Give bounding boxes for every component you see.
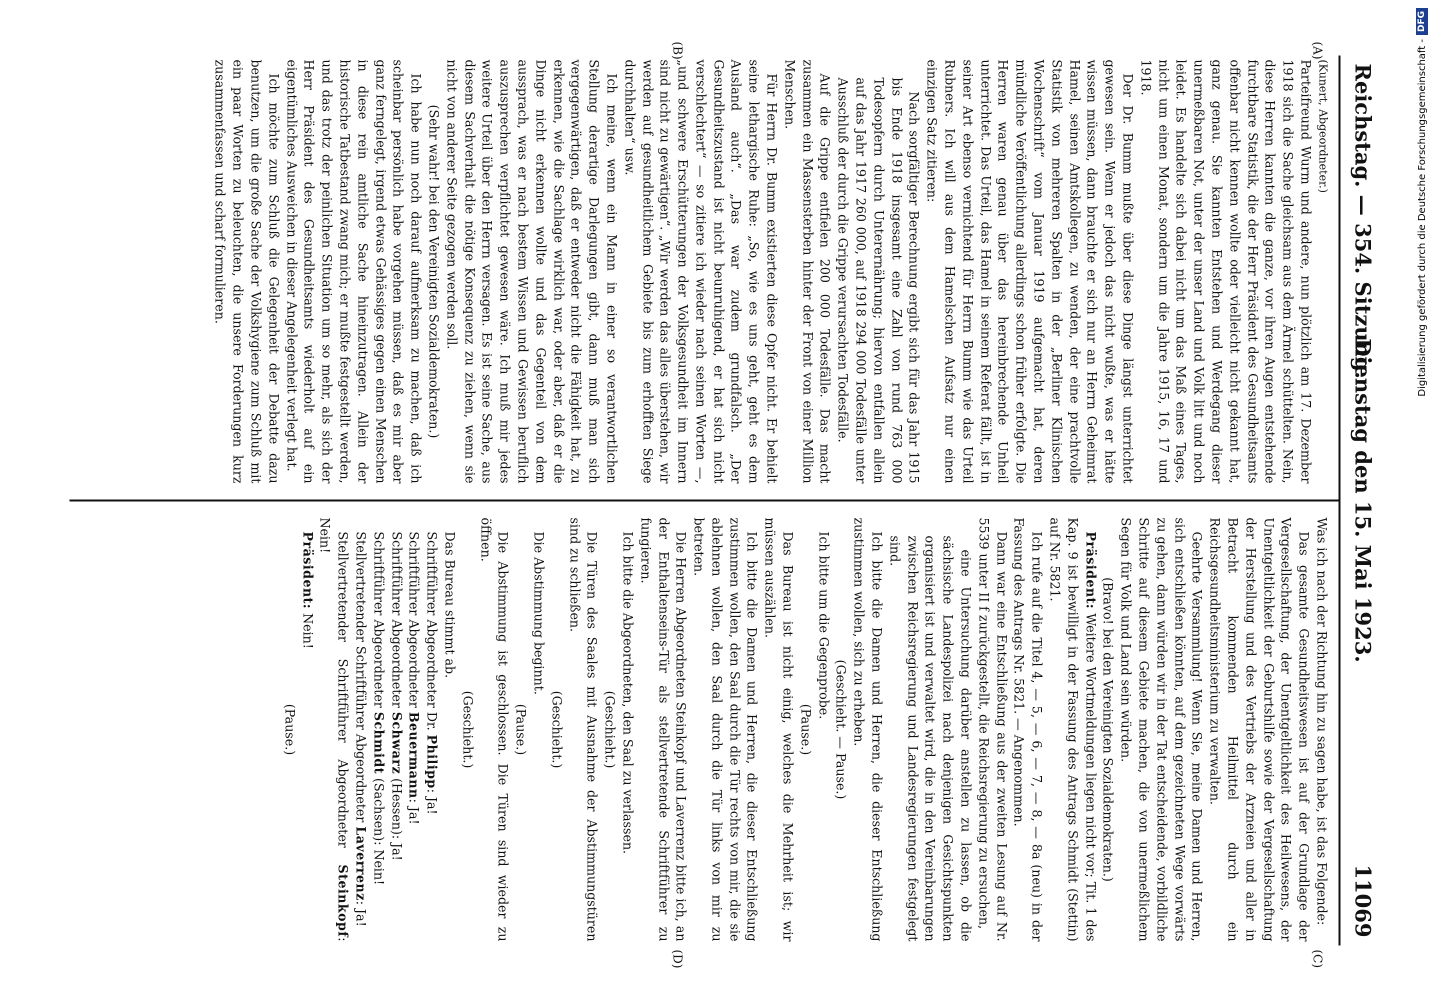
- paragraph: Geehrte Versammlung! Wenn Sie, meine Damen und Herren, sich entschließen könnten, auf dem gezeichneten Wege vorwärts zu gehen, dann würden wir in der Tat entscheidende, vorbildliche Schritte auf diesem Gebiete machen, die von unermeßlichem Segen für Volk und Land sein würden.: [1118, 517, 1205, 942]
- vote-line: [352, 518, 370, 942]
- interjection: (Pause.): [798, 703, 814, 756]
- margin-mark-b: (B): [670, 41, 685, 60]
- paragraph: Der Dr. Bumm mußte über diese Dinge längst unterrichtet gewesen sein. Wenn er jedoch das nicht wußte, was er hätte wissen müssen, dann brauchte er sich nur an Herrn Geheimrat Hamel, seinen Amtskollegen, zu wenden, der eine prachtvolle Statistik von mehreren Spalten in der „Berliner Klinischen Wochenschrift“ vom Januar 1919 aufgemacht hat, deren mündliche Veröffentlichung allerdings schon früher erfolgte. Die Herren waren genau über das hereinbrechende Unheil unterrichtet. Das Urteil, das Hamel in seinem Referat fällt, ist in seiner Art ebenso vernichtend für Herrn Bumm wie das Urteil Rubners. Ich will aus dem Hamelschen Aufsatz nur einen einzigen Satz zitieren:: [924, 59, 1136, 484]
- quotation: eine Untersuchung darüber anstellen zu lassen, ob die sächsische Landespolizei nach denjenigen Gesichtspunkten organisiert ist und verwaltet wird, die in den Vereinbarungen zwischen Reichsregierung und Landesregierungen festgelegt sind.: [887, 535, 974, 942]
- interjection: (Geschieht.): [549, 690, 565, 769]
- vote-value: : Nein!: [317, 517, 351, 942]
- header-date: Dienstag den 15. Mai 1923.: [1350, 338, 1376, 663]
- vote-role: Schriftführer Abgeordneter: [389, 531, 405, 712]
- speaker-name: Präsident:: [300, 531, 316, 610]
- interjection: (Geschieht. — Pause.): [833, 659, 849, 800]
- vote-name: Philipp: [424, 734, 440, 789]
- vote-line: [369, 518, 387, 942]
- paragraph: Für Herrn Dr. Bumm existierten diese Opfer nicht. Er behielt seine lethargische Ruhe: „So, wie es uns geht, geht es dem Ausland auch“. „Das war zudem grundfalsch. „Der Gesundheitszustand ist nicht beunruhigend, er hat sich nicht verschlechtert“ — so zitiere ich wieder nach seinen Worten —, „und schwere Erschütterungen der Volksgesundheit im Innern sind nicht zu gewärtigen“. „Wir werden das alles überstehen, wir werden auf gesundheitlichem Gebiete bis zum erhofften Siege durchhalten“ usw.: [622, 59, 780, 484]
- paragraph: Das Bureau stimmt ab.: [442, 531, 458, 679]
- vote-line: [316, 518, 352, 942]
- paragraph: Ich bitte die Damen und Herren, die dieser Entschließung zustimmen wollen, sich zu erheben.: [851, 517, 885, 942]
- interjection: (Geschieht.): [602, 690, 618, 769]
- vote-line: [423, 518, 441, 942]
- interjection: (Pause.): [513, 703, 529, 756]
- interjection: (Sehr wahr! bei den Vereinigten Sozialdemokraten.): [426, 104, 442, 439]
- quotation: Nach sorgfältiger Berechnung ergibt sich für das Jahr 1915 bis Ende 1918 insgesamt eine Zahl von rund 763 000 Todesopfern durch Unterernährung; hiervon entfallen allein auf das Jahr 1917 260 000, auf 1918 294 000 Todesfälle unter Ausschluß der durch die Grippe verursachten Todesfälle.: [835, 77, 922, 484]
- vote-line: [405, 518, 423, 942]
- margin-mark-c: (C): [1310, 949, 1325, 969]
- vote-value: : Ja!: [406, 798, 422, 825]
- vote-value: (Sachsen): Nein!: [371, 774, 387, 886]
- left-column: [211, 60, 1330, 484]
- interjection: (Pause.): [282, 703, 298, 756]
- paragraph: Die Abstimmung ist geschlossen. Die Türen sind wieder zu öffnen.: [478, 517, 511, 942]
- paragraph: Auf die Grippe entfielen 200 000 Todesfälle. Das macht zusammen ein Massensterben hinter der Front von einer Million Menschen.: [782, 59, 833, 484]
- paragraph: Parteifreund Wurm und andere, nun plötzlich am 17. Dezember 1918 sich die Sache gleichsam aus dem Ärmel schüttelten. Nein, diese Herren kannten die ganze, vor ihren Augen entstehende furchtbare Statistik, die der Herr Präsident des Gesundheitsamts offenbar nicht kennen wollte oder vielleicht nicht gekannt hat, ganz genau. Sie kannten Entstehen und Werdegang dieser unermeßbaren Not, unter der unser Land und Volk litt und noch leidet. Es handelte sich dabei nicht um das Maß eines Tages, nicht um einen Monat, sondern um die Jahre 1915, 16, 17 und 1918.: [1138, 59, 1314, 484]
- paragraph: Ich rufe auf die Titel 4, — 5, — 6, — 7, — 8, — 8a (neu) in der Fassung des Antrags Nr. 5821. — Angenommen.: [1011, 517, 1045, 942]
- vote-name: Beuermann: [406, 711, 422, 799]
- header-rule: [1339, 56, 1341, 946]
- header-session: Reichstag. — 354. Sitzung.: [1350, 63, 1376, 379]
- interjection: (Geschieht.): [460, 690, 476, 769]
- vote-name: Schmidt: [371, 711, 387, 775]
- paragraph: Ich bitte die Damen und Herren, die dieser Entschließung zustimmen wollen, den Saal durch die Tür rechts von mir, die sie ablehnen wollen, den Saal durch die Tür links von mir zu betreten.: [691, 517, 760, 942]
- paragraph: Was ich nach der Richtung hin zu sagen habe, ist das Folgende:: [1314, 517, 1330, 926]
- vote-line: [387, 518, 405, 942]
- vote-value: : Ja!: [424, 788, 440, 815]
- paragraph: Die Herren Abgeordneten Steinkopf und Laverrenz bitte ich, an der Enthaltenseins-Tür als stellvertretende Schriftführer zu fungieren.: [638, 517, 689, 942]
- margin-mark-d: (D): [670, 949, 685, 969]
- paragraph: Die Türen des Saales mit Ausnahme der Abstimmungstüren sind zu schließen.: [567, 517, 600, 942]
- right-column: [280, 518, 1330, 942]
- vote-role: Schriftführer Abgeordneter: [406, 531, 422, 712]
- paragraph: Das gesamte Gesundheitswesen ist auf der Grundlage der Vergesellschaftung, der Unentgeltlichkeit des Heilwesens, der Unentgeltlichkeit der Geburtshilfe sowie der Vergesellschaftung der Herstellung und des Vertriebs der Arzneien und aller in Betracht kommenden Heilmittel durch ein Reichsgesundheitsministerium zu verwalten.: [1207, 517, 1312, 942]
- header-page-number: 11069: [1350, 864, 1376, 938]
- vote-name: Laverrenz: [353, 826, 369, 901]
- paragraph: Ich bitte die Abgeordneten, den Saal zu verlassen.: [620, 531, 636, 855]
- speech-paragraph: [1046, 518, 1099, 942]
- page-header: [1343, 64, 1383, 938]
- margin-mark-a: (A): [1310, 41, 1325, 60]
- vote-role: Schriftführer Abgeordneter Dr.: [424, 531, 440, 735]
- digitization-note: [1415, 8, 1431, 608]
- dfg-logo: DFG: [1416, 8, 1428, 35]
- vote-role: Stellvertretender Schriftführer Abgeordneter: [335, 531, 351, 865]
- column-divider: [70, 500, 1339, 502]
- vote-value: : Ja!: [353, 900, 369, 927]
- vote-role: Schriftführer Abgeordneter: [371, 531, 387, 712]
- interjection: (Bravo! bei den Vereinigten Sozialdemokraten.): [1100, 577, 1116, 882]
- speech-text: Weitere Wortmeldungen liegen nicht vor; Tit. 1 des Kap. 9 ist bewilligt in der Fassung des Antrags Schmidt (Stettin) auf Nr. 5821.: [1047, 517, 1099, 942]
- digitization-text: Digitalisierung gefördert durch die Deutsche Forschungsgemeinschaft -: [1417, 39, 1428, 397]
- speaker-name: Präsident:: [1083, 531, 1099, 610]
- paragraph: Ich habe nun noch darauf aufmerksam zu machen, daß ich scheinbar persönlich habe vorgehen müssen, daß es mir aber ganz ferngelegt, irgend etwas Gehässiges gegen einen Menschen in diese rein amtliche Sache hineinzutragen. Allein der historische Tatbestand zwang mich; er mußte festgestellt werden, und das trotz der peinlichen Situation um so mehr, als sich der Herr Präsident des Gesundheitsamts wiederholt auf ein eigentümliches Ausweichen in dieser Angelegenheit verlegt hat.: [284, 59, 424, 484]
- paragraph: Ich bitte um die Gegenprobe.: [816, 531, 832, 720]
- vote-name: Schwarz: [389, 711, 405, 775]
- paragraph: Ich meine, wenn ein Mann in einer so verantwortlichen Stellung derartige Darlegungen gibt, dann muß man sich vergegenwärtigen, daß er entweder nicht die Fähigkeit hat, zu erkennen, wie die Sachlage wirklich war, oder aber, daß er die Dinge nicht erkennen wollte und das Gegenteil von dem aussprach, was er nach bestem Wissen und Gewissen beruflich auszusprechen verpflichtet gewesen wäre. Ich muß mir jedes weitere Urteil über den Herrn versagen. Es ist seine Sache, aus diesem Sachverhalt die nötige Konsequenz zu ziehen, wenn sie nicht von anderer Seite gezogen werden soll.: [444, 59, 620, 484]
- speaker-note: (Kunert, Abgeordneter.): [1316, 59, 1330, 193]
- paragraph: Die Abstimmung beginnt.: [531, 531, 547, 695]
- paragraph: Das Bureau ist nicht einig, welches die Mehrheit ist; wir müssen auszählen.: [762, 517, 796, 942]
- speech-text: Nein!: [300, 609, 316, 649]
- paragraph: Dann war eine Entschließung aus der zweiten Lesung auf Nr. 5539 unter II f zurückgestellt, die Reichsregierung zu ersuchen,: [976, 517, 1010, 942]
- scanned-page: [50, 36, 1385, 969]
- paragraph: Ich möchte zum Schluß die Gelegenheit der Debatte dazu benutzen, um die große Sache der Volkshygiene zum Schluß mit ein paar Worten zu beleuchten, die unsere Forderungen kurz zusammenfassen und scharf formulieren.: [212, 59, 282, 484]
- speech-paragraph: [298, 518, 316, 942]
- vote-value: (Hessen): Ja!: [389, 774, 405, 861]
- vote-name: Steinkopf: [335, 864, 351, 938]
- vote-role: Stellvertretender Schriftführer Abgeordneter: [353, 531, 369, 827]
